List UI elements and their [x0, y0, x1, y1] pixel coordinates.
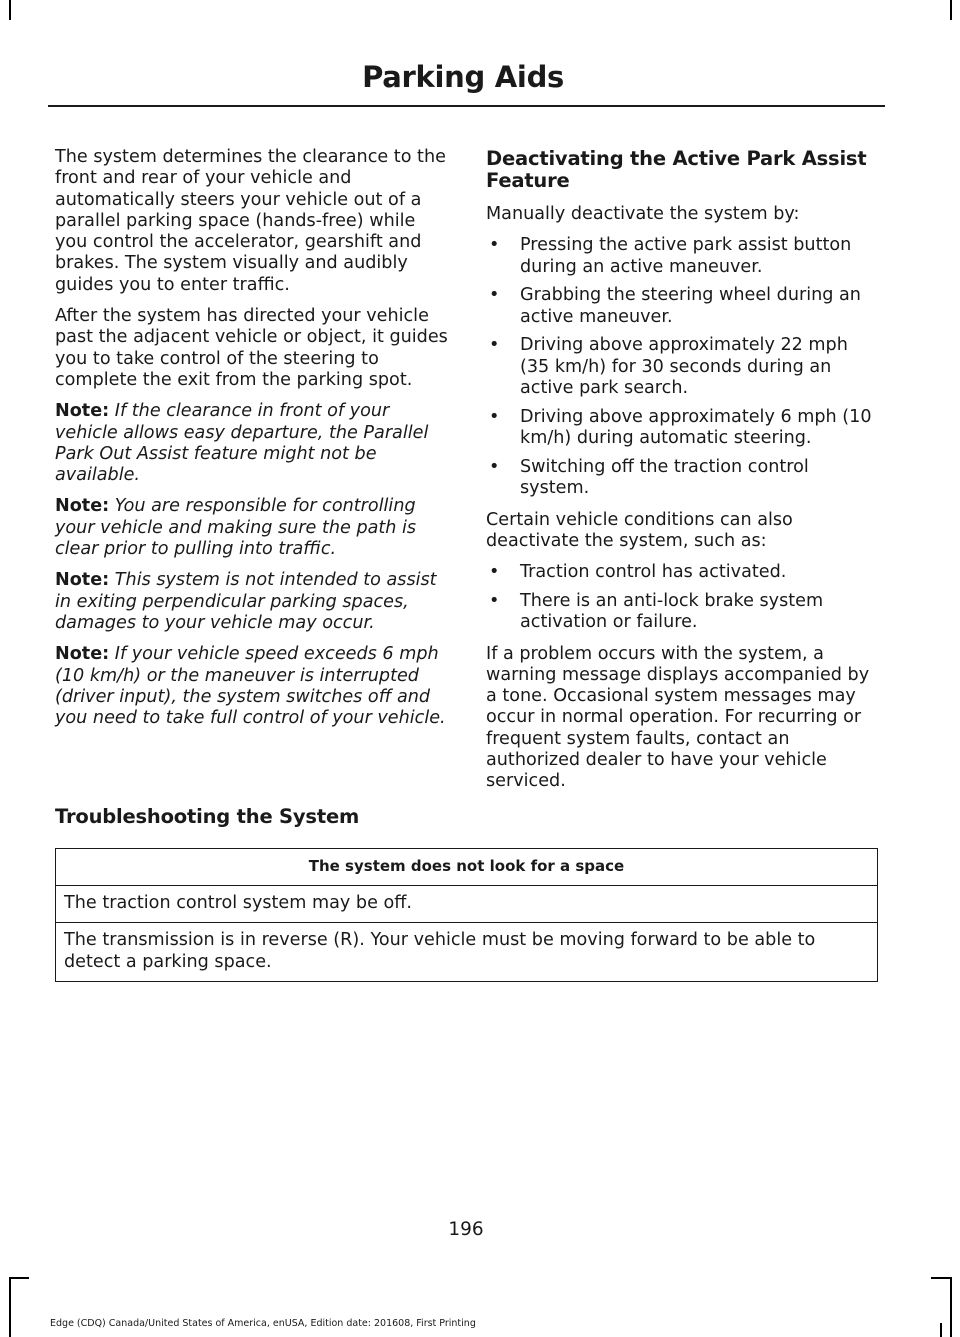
crop-mark-bottom-right-h [931, 1277, 951, 1279]
crop-mark-bottom-left-h [9, 1277, 29, 1279]
table-header: The system does not look for a space [56, 849, 878, 886]
list-item-text: Switching off the traction control system. [520, 456, 809, 499]
note-label: Note: [55, 570, 110, 591]
conditions-intro: Certain vehicle conditions can also deactivate the system, such as: [486, 509, 793, 551]
crop-mark-top-left [9, 0, 11, 20]
bullet: • [489, 406, 500, 427]
list-item [486, 457, 881, 500]
header-rule [48, 105, 885, 107]
list-item-text: Driving above approximately 22 mph (35 km/h) for 30 seconds during an active park search. [520, 335, 848, 399]
note-text: You are responsible for controlling your vehicle and making sure the path is clear prior to pulling into traffic. [55, 496, 417, 560]
exit-paragraph: After the system has directed your vehicle past the adjacent vehicle or object, it guides you to take control of the steering to complete the exit from the parking spot. [55, 306, 448, 390]
note-label: Note: [55, 401, 110, 422]
bullet: • [489, 285, 500, 306]
intro-paragraph: The system determines the clearance to the front and rear of your vehicle and automatically steers your vehicle out of a parallel parking space (hands-free) while you control the accelerator, gearshift and brakes. The system visually and audibly guides you to enter traffic. [55, 147, 446, 295]
troubleshooting-table [55, 848, 878, 982]
closing-paragraph: If a problem occurs with the system, a warning message displays accompanied by a tone. Occasional system messages may occur in normal operation. For recurring or frequent system faults, contact an authorized dealer to have your vehicle serviced. [486, 643, 870, 792]
table-cell: The transmission is in reverse (R). Your vehicle must be moving forward to be able to detect a parking space. [56, 923, 878, 982]
bullet: • [489, 590, 500, 611]
bullet: • [489, 456, 500, 477]
page-number: 196 [448, 1219, 484, 1240]
crop-mark-bottom-right [950, 1277, 952, 1337]
note-text: If your vehicle speed exceeds 6 mph (10 km/h) or the maneuver is interrupted (driver input), the system switches off and you need to take full control of your vehicle. [55, 644, 446, 729]
list-item [486, 591, 881, 634]
list-item-text: There is an anti-lock brake system activation or failure. [520, 590, 824, 633]
left-column [55, 147, 448, 739]
list-item-text: Grabbing the steering wheel during an active maneuver. [520, 285, 861, 327]
right-column [486, 147, 881, 803]
note-responsibility [55, 496, 448, 560]
list-item [486, 285, 881, 328]
list-item-text: Pressing the active park assist button during an active maneuver. [520, 235, 852, 277]
note-label: Note: [55, 644, 110, 665]
deactivation-intro: Manually deactivate the system by: [486, 204, 800, 224]
crop-mark-top-right [950, 0, 952, 20]
table-row [56, 923, 878, 982]
list-item [486, 562, 881, 583]
crop-mark-bottom-left [9, 1277, 11, 1337]
page-title: Parking Aids [362, 60, 564, 94]
list-item-text: Driving above approximately 6 mph (10 km/h) during automatic steering. [520, 406, 872, 449]
troubleshooting-heading: Troubleshooting the System [55, 805, 360, 828]
table-cell: The traction control system may be off. [56, 886, 878, 923]
bullet: • [489, 235, 500, 256]
conditions-list [486, 562, 881, 633]
deactivation-list [486, 235, 881, 499]
deactivation-heading: Deactivating the Active Park Assist Feature [486, 147, 867, 192]
note-label: Note: [55, 496, 110, 517]
list-item [486, 335, 881, 399]
note-perpendicular [55, 570, 448, 634]
list-item [486, 407, 881, 450]
bullet: • [489, 562, 500, 583]
crop-mark-bottom-tick [940, 1323, 942, 1337]
edition-footer: Edge (CDQ) Canada/United States of America, enUSA, Edition date: 201608, First Printing [50, 1318, 476, 1329]
bullet: • [489, 335, 500, 356]
note-text: This system is not intended to assist in exiting perpendicular parking spaces, damages to your vehicle may occur. [55, 570, 437, 633]
note-clearance [55, 401, 448, 486]
list-item-text: Traction control has activated. [520, 562, 787, 583]
table-row [56, 886, 878, 923]
list-item [486, 235, 881, 278]
note-text: If the clearance in front of your vehicle allows easy departure, the Parallel Park Out Assist feature might not be available. [55, 401, 429, 486]
note-speed [55, 644, 448, 729]
table-header-row [56, 849, 878, 886]
